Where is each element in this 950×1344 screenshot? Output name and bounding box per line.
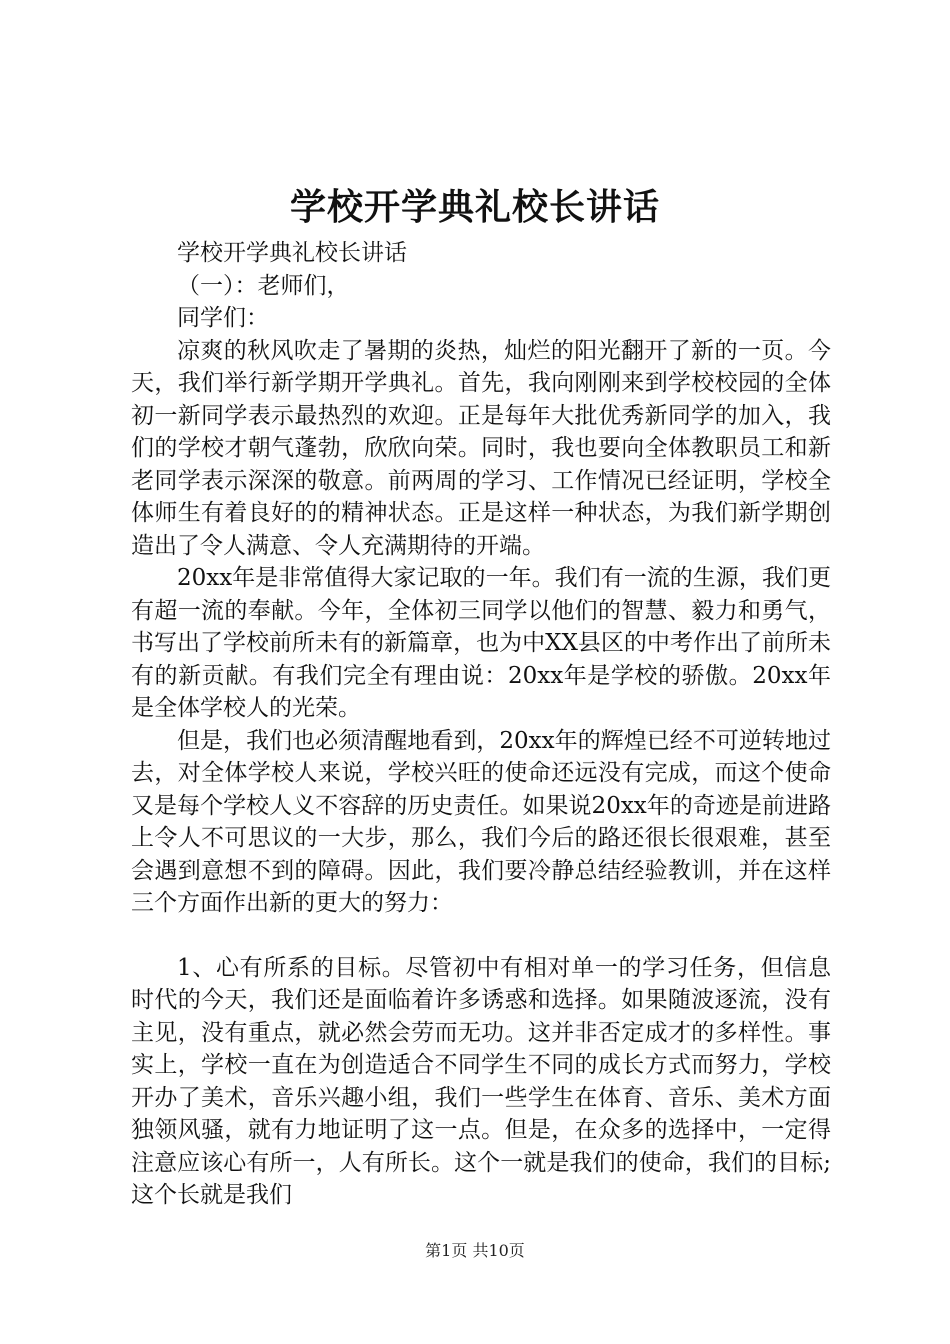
paragraph-subtitle: 学校开学典礼校长讲话 [177, 240, 407, 266]
paragraph-opening: 凉爽的秋风吹走了暑期的炎热，灿烂的阳光翻开了新的一页。今天，我们举行新学期开学典礼。首先，我向刚刚来到学校校园的全体初一新同学表示最热烈的欢迎。正是每年大批优秀新同学的加入，我们的学校才朝气蓬勃，欣欣向荣。同时，我也要向全体教职员工和新老同学表示深深的敬意。前两周的学习、工作情况已经证明，学校全体师生有着良好的的精神状态。正是这样一种状态，为我们新学期创造出了令人满意、令人充满期待的开端。 [131, 337, 831, 559]
paragraph-challenges: 但是，我们也必须清醒地看到，20xx年的辉煌已经不可逆转地过去，对全体学校人来说，学校兴旺的使命还远没有完成，而这个使命又是每个学校人义不容辞的历史责任。如果说20xx年的奇迹是前进路上令人不可思议的一大步，那么，我们今后的路还很长很艰难，甚至会遇到意想不到的障碍。因此，我们要冷静总结经验教训，并在这样三个方面作出新的更大的努力： [131, 727, 831, 916]
page-number-footer: 第1页 共10页 [425, 1241, 525, 1260]
paragraph-salutation-teachers: （一）：老师们， [177, 272, 350, 299]
document-body [131, 237, 831, 1212]
paragraph-achievements: 20xx年是非常值得大家记取的一年。我们有一流的生源，我们更有超一流的奉献。今年，全体初三同学以他们的智慧、毅力和勇气，书写出了学校前所未有的新篇章，也为中XX县区的中考作出了前所未有的新贡献。有我们完全有理由说：20xx年是学校的骄傲。20xx年是全体学校人的光荣。 [131, 565, 831, 721]
paragraph-salutation-students: 同学们： [177, 305, 269, 331]
paragraph-gap [131, 920, 831, 952]
paragraph-goal-one: 1、心有所系的目标。尽管初中有相对单一的学习任务，但信息时代的今天，我们还是面临着许多诱惑和选择。如果随波逐流，没有主见，没有重点，就必然会劳而无功。这并非否定成才的多样性。事实上，学校一直在为创造适合不同学生不同的成长方式而努力，学校开办了美术，音乐兴趣小组，我们一些学生在体育、音乐、美术方面独领风骚，就有力地证明了这一点。但是，在众多的选择中，一定得注意应该心有所一，人有所长。这个一就是我们的使命，我们的目标;这个长就是我们 [131, 954, 831, 1208]
document-title: 学校开学典礼校长讲话 [289, 186, 660, 228]
